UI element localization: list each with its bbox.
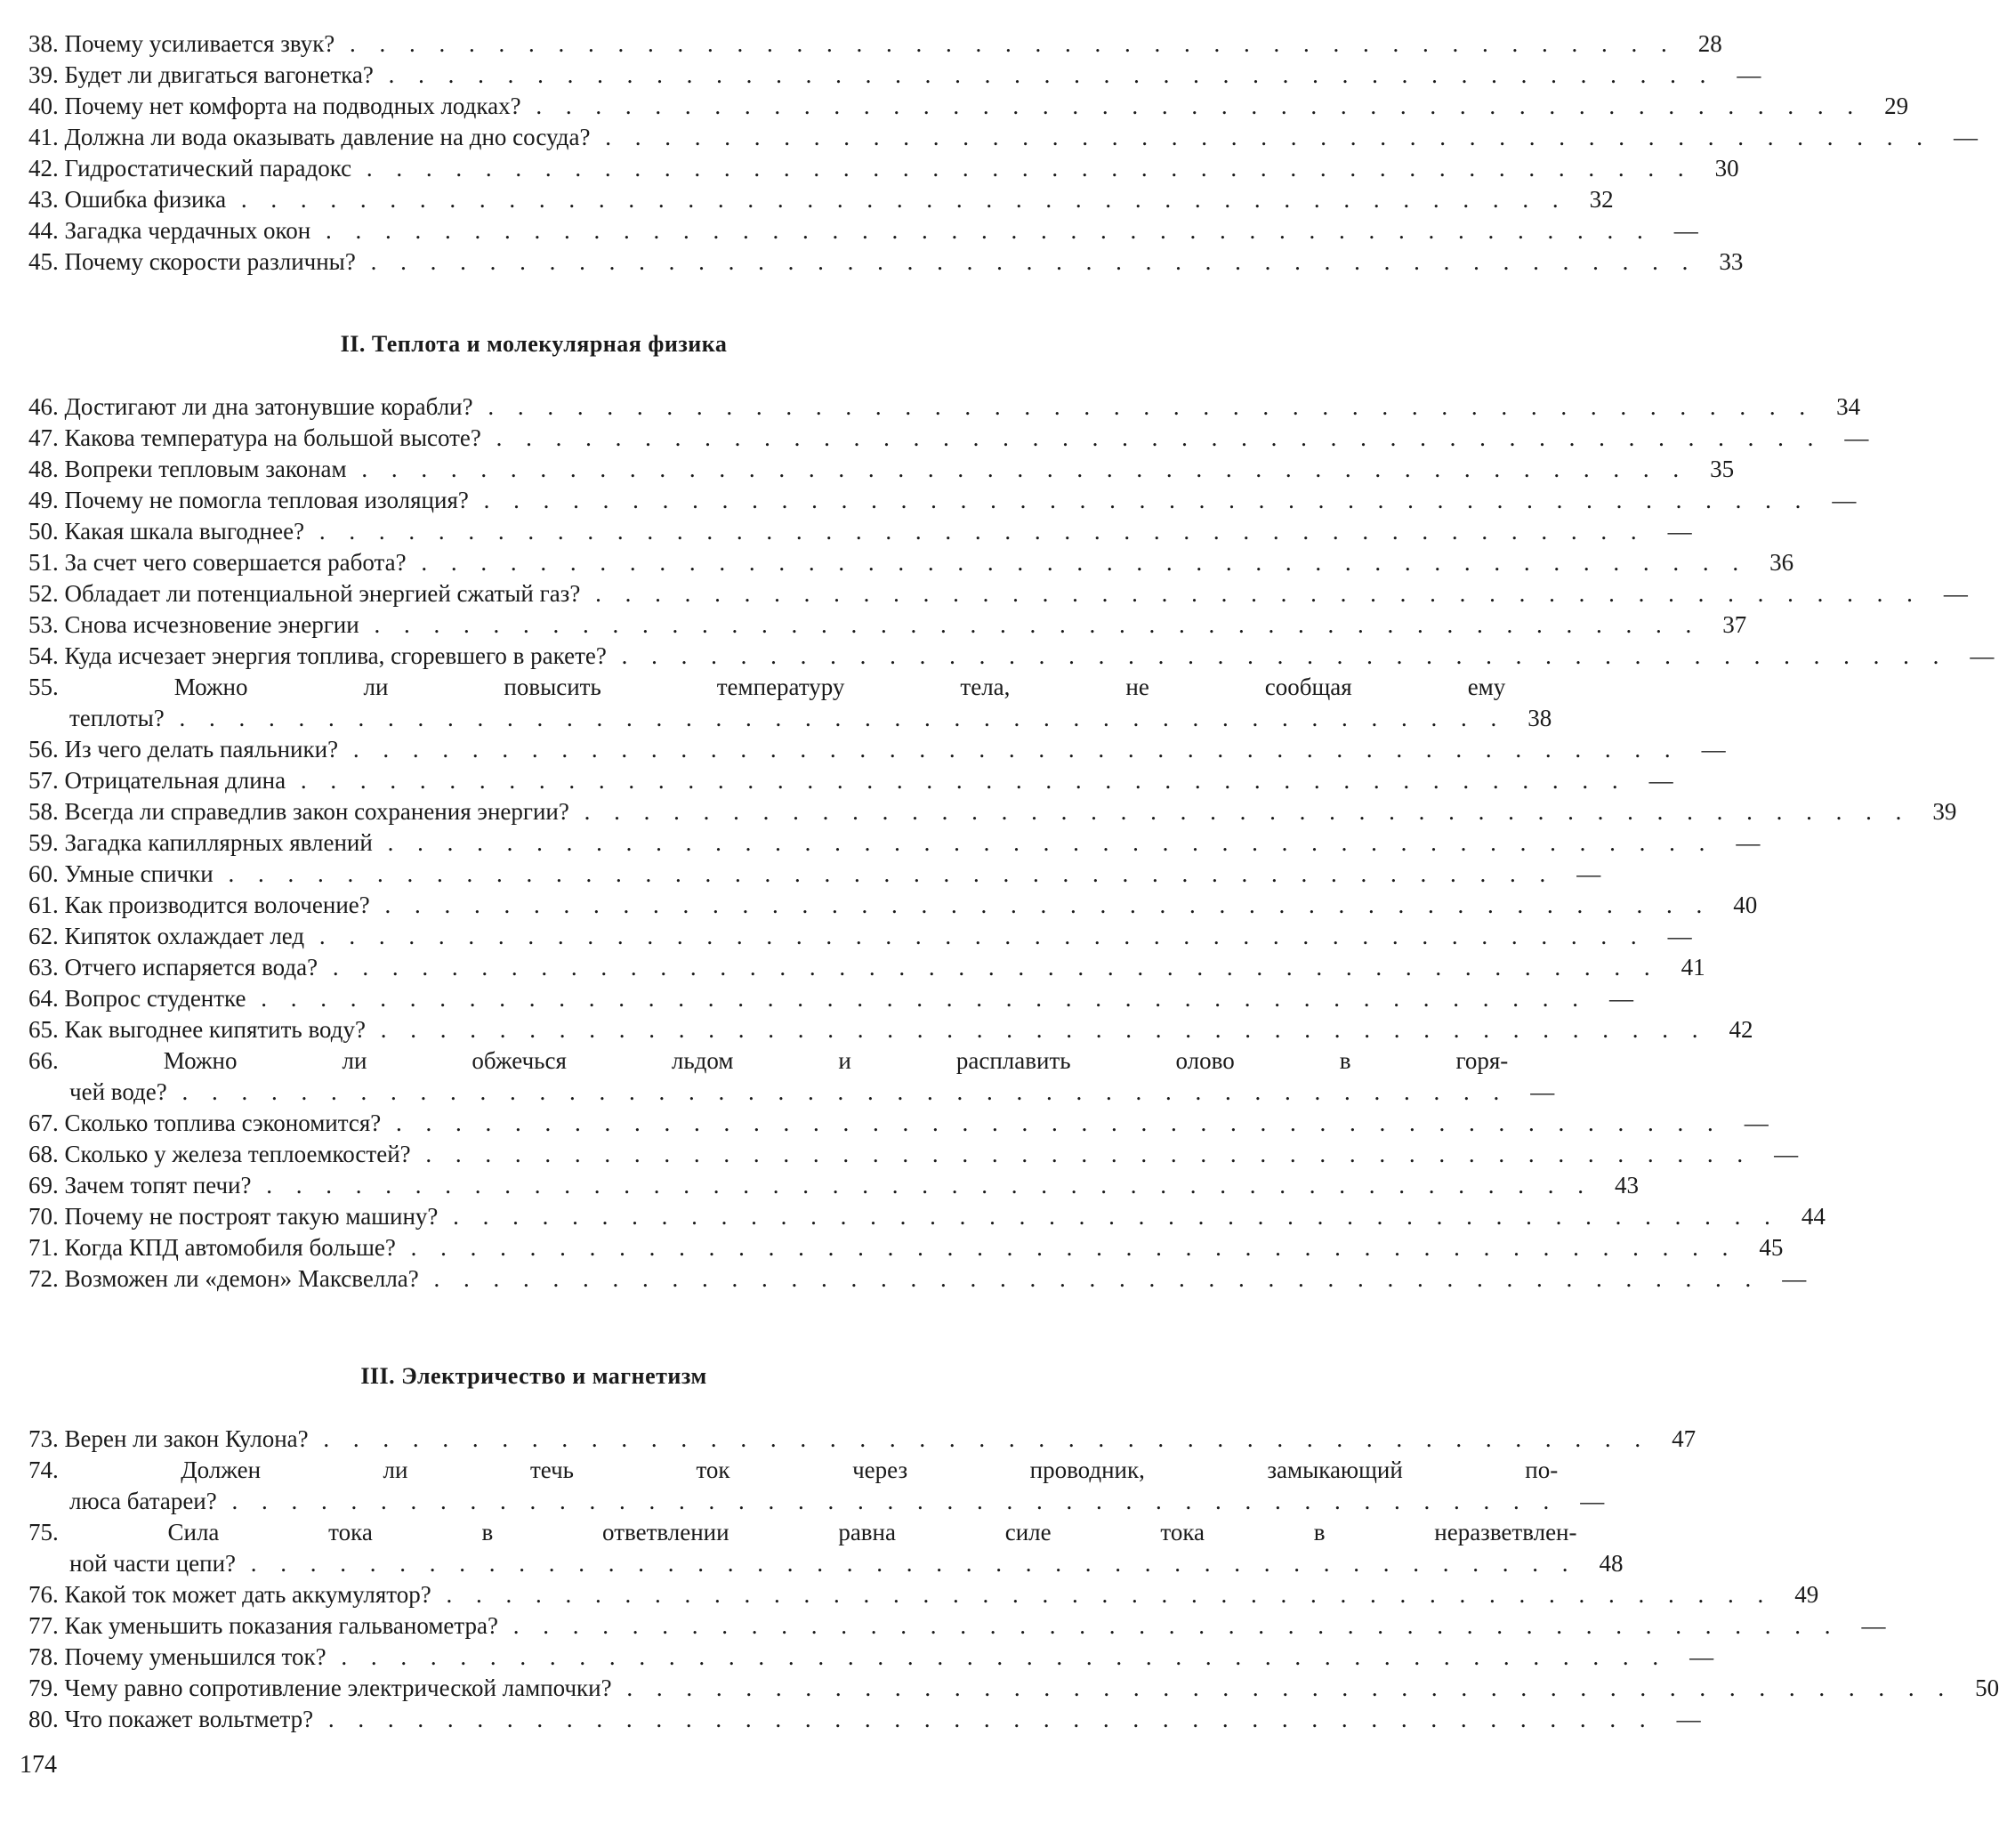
section-title-electricity: III. Электричество и магнетизм: [360, 1363, 707, 1389]
toc-entry-title: [28, 921, 1646, 952]
dot-leader: . . . . . . . . . . . . . . . . . . . . . . . . . . . . . . . . . . . . . . . . . . . . .: [346, 456, 1689, 482]
toc-entry-text: 51. За счет чего совершается работа?: [28, 549, 407, 576]
toc-entry-text: 47. Какова температура на большой высоте?: [28, 424, 481, 451]
toc-entry-page: 47: [1672, 1425, 1697, 1452]
toc-entry: [28, 641, 1995, 672]
toc-entry-page: —: [1744, 1110, 1769, 1136]
toc-entry-page: —: [1676, 1706, 1701, 1732]
toc-entry-page: 49: [1794, 1581, 1819, 1608]
toc-entry-page: 34: [1836, 393, 1861, 420]
toc-entry-title-line1: 75. Сила тока в ответвлении равна силе тока в неразветвлен-: [28, 1519, 1577, 1545]
toc-entry-page: 38: [1527, 705, 1552, 731]
toc-entry: [28, 215, 1698, 246]
toc-entry-title: [28, 91, 1862, 122]
toc-entry-text: 45. Почему скорости различны?: [28, 248, 356, 275]
toc-entry-text: 62. Кипяток охлаждает лед: [28, 923, 305, 949]
toc-entry-title: [28, 1014, 1706, 1045]
toc-entry-title: [28, 1642, 1667, 1673]
dot-leader: . . . . . . . . . . . . . . . . . . . . . . . . . . . . . . . . . . . . . . . . . . . . .: [365, 1016, 1707, 1043]
toc-entry-title: [28, 184, 1568, 215]
toc-entry-page: —: [1774, 1141, 1799, 1167]
toc-entry: [28, 1139, 1799, 1170]
toc-entry: [28, 547, 1794, 578]
toc-entry-text: 65. Как выгоднее кипятить воду?: [28, 1016, 366, 1043]
toc-entry: [28, 1642, 1714, 1673]
toc-entry-text: 48. Вопреки тепловым законам: [28, 456, 347, 482]
toc-entry-text: 72. Возможен ли «демон» Максвелла?: [28, 1265, 419, 1292]
toc-entry-title: [28, 28, 1676, 60]
toc-entry-text: 67. Сколько топлива сэкономится?: [28, 1110, 382, 1136]
toc-entry-title: [28, 391, 1814, 423]
dot-leader: . . . . . . . . . . . . . . . . . . . . . . . . . . . . . . . . . . . . . . . . . . . . .: [580, 580, 1922, 607]
toc-entry-page: —: [1737, 61, 1761, 88]
toc-entry-page: 39: [1932, 798, 1957, 825]
toc-entry-page: —: [1943, 580, 1968, 607]
toc-entry-title: [28, 1579, 1772, 1610]
toc-entry: [28, 391, 1861, 423]
dot-leader: . . . . . . . . . . . . . . . . . . . . . . . . . . . . . . . . . . . . . . . . . . . . .: [304, 923, 1646, 949]
toc-entry-page: 42: [1729, 1016, 1753, 1043]
dot-leader: . . . . . . . . . . . . . . . . . . . . . . . . . . . . . . . . . . . . . . . . . . . . .: [395, 1234, 1737, 1261]
toc-entry-text: 68. Сколько у железа теплоемкостей?: [28, 1141, 411, 1167]
dot-leader: . . . . . . . . . . . . . . . . . . . . . . . . . . . . . . . . . . . . . . . . . . . . .: [410, 1141, 1753, 1167]
toc-entry: [28, 454, 1735, 485]
toc-entry-page: —: [1861, 1612, 1886, 1639]
toc-entry: [28, 1108, 1769, 1139]
toc-entry-page: 29: [1884, 93, 1909, 119]
toc-entry-page: —: [1844, 424, 1869, 451]
toc-entry: [28, 827, 1761, 859]
dot-leader: . . . . . . . . . . . . . . . . . . . . . . . . . . . . . . . . . . . . . . . . . . . . .: [236, 1550, 1577, 1577]
toc-entry-page: —: [1832, 487, 1857, 513]
dot-leader: . . . . . . . . . . . . . . . . . . . . . . . . . . . . . . . . . . . . . . . . . . . . .: [568, 798, 1911, 825]
toc-entry-text: 60. Умные спички: [28, 860, 214, 887]
toc-entry: [28, 485, 1857, 516]
toc-entry-text: 41. Должна ли вода оказывать давление на дно сосуда?: [28, 124, 591, 150]
toc-entry-text: 73. Верен ли закон Кулона?: [28, 1425, 309, 1452]
dot-leader: . . . . . . . . . . . . . . . . . . . . . . . . . . . . . . . . . . . . . . . . . . . . .: [369, 892, 1712, 918]
toc-entry-page: —: [1782, 1265, 1807, 1292]
toc-entry-title: [28, 1201, 1779, 1232]
toc-entry-page: 33: [1719, 248, 1744, 275]
toc-entry: [28, 578, 1968, 609]
toc-entry-text: 40. Почему нет комфорта на подводных лодках?: [28, 93, 521, 119]
toc-entry-page: —: [1736, 829, 1761, 856]
toc-entry: [28, 1704, 1701, 1735]
toc-entry-title: [28, 890, 1711, 921]
dot-leader: . . . . . . . . . . . . . . . . . . . . . . . . . . . . . . . . . . . . . . . . . . . . .: [251, 1172, 1592, 1198]
toc-entry-title: [28, 547, 1747, 578]
toc-entry-page: 41: [1681, 954, 1705, 980]
toc-entry: [28, 184, 1614, 215]
dot-leader: . . . . . . . . . . . . . . . . . . . . . . . . . . . . . . . . . . . . . . . . . . . . .: [406, 549, 1748, 576]
toc-entry-text: 43. Ошибка физика: [28, 186, 227, 213]
toc-entry: [28, 1579, 1819, 1610]
toc-entry-title-line1: 66. Можно ли обжечься льдом и расплавить олово в горя-: [28, 1047, 1509, 1074]
dot-leader: . . . . . . . . . . . . . . . . . . . . . . . . . . . . . . . . . . . . . . . . . . . . .: [351, 155, 1693, 182]
toc-entry-title-line1: 74. Должен ли течь ток через проводник, замыкающий по-: [28, 1457, 1559, 1483]
toc-entry-text: 52. Обладает ли потенциальной энергией сжатый газ?: [28, 580, 581, 607]
toc-entry: [28, 796, 1957, 827]
toc-entry: [28, 1610, 1886, 1642]
dot-leader: . . . . . . . . . . . . . . . . . . . . . . . . . . . . . . . . . . . . . . . . . . . . .: [438, 1203, 1779, 1230]
dot-leader: . . . . . . . . . . . . . . . . . . . . . . . . . . . . . . . . . . . . . . . . . . . . .: [359, 611, 1701, 638]
dot-leader: . . . . . . . . . . . . . . . . . . . . . . . . . . . . . . . . . . . . . . . . . . . . .: [308, 1425, 1650, 1452]
toc-entry-text: 78. Почему уменьшился ток?: [28, 1643, 326, 1670]
toc-entry: [28, 60, 1761, 91]
toc-entry: [28, 890, 1758, 921]
toc-entry-title: [28, 485, 1810, 516]
dot-leader: . . . . . . . . . . . . . . . . . . . . . . . . . . . . . . . . . . . . . . . . . . . . .: [164, 705, 1506, 731]
toc-entry: [28, 153, 1739, 184]
toc-entry-title: [28, 1424, 1649, 1455]
toc-entry-page: —: [1701, 736, 1726, 763]
toc-entry-page: 48: [1599, 1550, 1624, 1577]
toc-entry-title: [28, 1170, 1592, 1201]
toc-entry-text: 50. Какая шкала выгоднее?: [28, 518, 305, 545]
toc-entry-page: 32: [1589, 186, 1614, 213]
toc-entry-title: [28, 859, 1554, 890]
toc-entry-text: 54. Куда исчезает энергия топлива, сгоревшего в ракете?: [28, 642, 607, 669]
toc-entry-text: 49. Почему не помогла тепловая изоляция?: [28, 487, 469, 513]
toc-entry: [28, 516, 1692, 547]
toc-entry-text: 56. Из чего делать паяльники?: [28, 736, 339, 763]
toc-entry: [28, 1673, 1999, 1704]
toc-entry-title-line2: люса батареи?: [69, 1488, 217, 1514]
toc-entry-text: 69. Зачем топят печи?: [28, 1172, 252, 1198]
dot-leader: . . . . . . . . . . . . . . . . . . . . . . . . . . . . . . . . . . . . . . . . . . . . .: [520, 93, 1863, 119]
toc-entry: [28, 734, 1726, 765]
dot-leader: . . . . . . . . . . . . . . . . . . . . . . . . . . . . . . . . . . . . . . . . . . . . .: [216, 1488, 1559, 1514]
toc-entry: [28, 1045, 1555, 1108]
dot-leader: . . . . . . . . . . . . . . . . . . . . . . . . . . . . . . . . . . . . . . . . . . . . .: [335, 30, 1676, 57]
dot-leader: . . . . . . . . . . . . . . . . . . . . . . . . . . . . . . . . . . . . . . . . . . . . .: [338, 736, 1680, 763]
toc-block-3: [28, 1424, 1999, 1735]
dot-leader: . . . . . . . . . . . . . . . . . . . . . . . . . . . . . . . . . . . . . . . . . . . . .: [304, 518, 1646, 545]
toc-entry-title: [28, 1139, 1752, 1170]
dot-leader: . . . . . . . . . . . . . . . . . . . . . . . . . . . . . . . . . . . . . . . . . . . . .: [246, 985, 1587, 1012]
toc-entry-page: —: [1970, 642, 1995, 669]
toc-entry: [28, 1170, 1639, 1201]
dot-leader: . . . . . . . . . . . . . . . . . . . . . . . . . . . . . . . . . . . . . . . . . . . . .: [431, 1581, 1773, 1608]
toc-entry-text: 57. Отрицательная длина: [28, 767, 286, 794]
dot-leader: . . . . . . . . . . . . . . . . . . . . . . . . . . . . . . . . . . . . . . . . . . . . .: [226, 186, 1568, 213]
dot-leader: . . . . . . . . . . . . . . . . . . . . . . . . . . . . . . . . . . . . . . . . . . . . .: [355, 248, 1697, 275]
toc-entry: [28, 609, 1747, 641]
dot-leader: . . . . . . . . . . . . . . . . . . . . . . . . . . . . . . . . . . . . . . . . . . . . .: [166, 1078, 1509, 1105]
toc-entry-title: [28, 1610, 1840, 1642]
toc-entry: [28, 1201, 1826, 1232]
toc-entry-text: 80. Что покажет вольтметр?: [28, 1706, 314, 1732]
toc-entry-text: 70. Почему не построят такую машину?: [28, 1203, 439, 1230]
toc-entry-title: [28, 641, 1947, 672]
dot-leader: . . . . . . . . . . . . . . . . . . . . . . . . . . . . . . . . . . . . . . . . . . . . .: [611, 1674, 1954, 1701]
toc-entry-text: 44. Загадка чердачных окон: [28, 217, 311, 244]
toc-entry-page: —: [1953, 124, 1978, 150]
toc-entry-text: 63. Отчего испаряется вода?: [28, 954, 318, 980]
toc-entry-title: [28, 122, 1931, 153]
toc-entry-page: 43: [1614, 1172, 1639, 1198]
toc-entry-title: [28, 1108, 1722, 1139]
toc-entry-page: —: [1667, 518, 1692, 545]
toc-entry-text: 79. Чему равно сопротивление электрической лампочки?: [28, 1674, 612, 1701]
toc-entry-page: —: [1609, 985, 1633, 1012]
toc-entry: [28, 952, 1705, 983]
toc-entry-title: [28, 246, 1697, 278]
toc-entry-title: [28, 1232, 1737, 1263]
toc-entry-title: [28, 1263, 1760, 1295]
toc-entry-title: [28, 1517, 1577, 1579]
dot-leader: . . . . . . . . . . . . . . . . . . . . . . . . . . . . . . . . . . . . . . . . . . . . .: [381, 1110, 1722, 1136]
toc-entry: [28, 765, 1673, 796]
toc-entry-page: 37: [1722, 611, 1747, 638]
toc-entry: [28, 1014, 1753, 1045]
toc-entry-text: 53. Снова исчезновение энергии: [28, 611, 359, 638]
toc-entry-page: —: [1580, 1488, 1605, 1514]
toc-entry-title: [28, 215, 1652, 246]
dot-leader: . . . . . . . . . . . . . . . . . . . . . . . . . . . . . . . . . . . . . . . . . . . . .: [373, 61, 1715, 88]
toc-entry-page: 50: [1975, 1674, 1999, 1701]
toc-entry-title: [28, 796, 1910, 827]
toc-entry: [28, 246, 1744, 278]
toc-entry-page: 30: [1714, 155, 1739, 182]
toc-entry-text: 61. Как производится волочение?: [28, 892, 370, 918]
section-title-heat: II. Теплота и молекулярная физика: [340, 331, 728, 357]
toc-entry: [28, 1232, 1784, 1263]
toc-entry-title-line1: 55. Можно ли повысить температуру тела, не сообщая ему: [28, 674, 1506, 700]
toc-entry: [28, 91, 1909, 122]
toc-entry-title: [28, 609, 1700, 641]
toc-entry-title: [28, 60, 1714, 91]
dot-leader: . . . . . . . . . . . . . . . . . . . . . . . . . . . . . . . . . . . . . . . . . . . . .: [310, 217, 1652, 244]
toc-block-1: [28, 28, 1978, 278]
dot-leader: . . . . . . . . . . . . . . . . . . . . . . . . . . . . . . . . . . . . . . . . . . . . .: [472, 393, 1815, 420]
toc-entry-text: 38. Почему усиливается звук?: [28, 30, 335, 57]
toc-entry: [28, 859, 1601, 890]
toc-entry-page: —: [1667, 923, 1692, 949]
dot-leader: . . . . . . . . . . . . . . . . . . . . . . . . . . . . . . . . . . . . . . . . . . . . .: [590, 124, 1931, 150]
toc-entry-page: 28: [1697, 30, 1722, 57]
toc-entry-title-line2: чей воде?: [69, 1078, 167, 1105]
toc-entry: [28, 1455, 1605, 1517]
toc-entry-page: —: [1530, 1078, 1555, 1105]
toc-entry-page: 40: [1733, 892, 1758, 918]
toc-entry-title: [28, 734, 1680, 765]
toc-entry-text: 39. Будет ли двигаться вагонетка?: [28, 61, 374, 88]
toc-entry-page: —: [1648, 767, 1673, 794]
toc-entry-title: [28, 516, 1646, 547]
toc-entry: [28, 1424, 1697, 1455]
page-number: 174: [20, 1751, 57, 1779]
toc-entry-title: [28, 578, 1922, 609]
toc-entry-title: [28, 1455, 1558, 1517]
dot-leader: . . . . . . . . . . . . . . . . . . . . . . . . . . . . . . . . . . . . . . . . . . . . .: [418, 1265, 1761, 1292]
toc-entry-title-line2: теплоты?: [69, 705, 165, 731]
toc-entry-page: —: [1689, 1643, 1714, 1670]
toc-entry-page: 45: [1759, 1234, 1784, 1261]
toc-entry-text: 59. Загадка капиллярных явлений: [28, 829, 373, 856]
dot-leader: . . . . . . . . . . . . . . . . . . . . . . . . . . . . . . . . . . . . . . . . . . . . .: [468, 487, 1810, 513]
toc-block-2: [28, 391, 1995, 1295]
toc-entry: [28, 122, 1978, 153]
toc-entry-text: 76. Какой ток может дать аккумулятор?: [28, 1581, 431, 1608]
toc-entry-title: [28, 827, 1713, 859]
dot-leader: . . . . . . . . . . . . . . . . . . . . . . . . . . . . . . . . . . . . . . . . . . . . .: [480, 424, 1823, 451]
toc-entry-title: [28, 1673, 1953, 1704]
toc-entry-title: [28, 423, 1822, 454]
toc-entry-page: 36: [1769, 549, 1794, 576]
toc-entry-title: [28, 952, 1659, 983]
toc-entry-page: 44: [1801, 1203, 1826, 1230]
toc-entry-title-line2: ной части цепи?: [69, 1550, 237, 1577]
toc-entry-title: [28, 454, 1688, 485]
dot-leader: . . . . . . . . . . . . . . . . . . . . . . . . . . . . . . . . . . . . . . . . . . . . .: [213, 860, 1555, 887]
dot-leader: . . . . . . . . . . . . . . . . . . . . . . . . . . . . . . . . . . . . . . . . . . . . .: [286, 767, 1627, 794]
dot-leader: . . . . . . . . . . . . . . . . . . . . . . . . . . . . . . . . . . . . . . . . . . . . .: [372, 829, 1714, 856]
toc-entry-text: 64. Вопрос студентке: [28, 985, 246, 1012]
toc-entry: [28, 672, 1552, 734]
toc-entry-page: —: [1576, 860, 1601, 887]
dot-leader: . . . . . . . . . . . . . . . . . . . . . . . . . . . . . . . . . . . . . . . . . . . . .: [326, 1643, 1668, 1670]
dot-leader: . . . . . . . . . . . . . . . . . . . . . . . . . . . . . . . . . . . . . . . . . . . . .: [318, 954, 1659, 980]
toc-entry-text: 77. Как уменьшить показания гальванометра?: [28, 1612, 499, 1639]
toc-entry: [28, 1263, 1807, 1295]
toc-entry: [28, 423, 1869, 454]
toc-entry: [28, 28, 1722, 60]
toc-entry: [28, 983, 1633, 1014]
toc-entry-title: [28, 765, 1627, 796]
dot-leader: . . . . . . . . . . . . . . . . . . . . . . . . . . . . . . . . . . . . . . . . . . . . .: [313, 1706, 1655, 1732]
toc-entry: [28, 1517, 1624, 1579]
toc-entry: [28, 921, 1692, 952]
dot-leader: . . . . . . . . . . . . . . . . . . . . . . . . . . . . . . . . . . . . . . . . . . . . .: [498, 1612, 1840, 1639]
dot-leader: . . . . . . . . . . . . . . . . . . . . . . . . . . . . . . . . . . . . . . . . . . . . .: [606, 642, 1948, 669]
toc-entry-text: 42. Гидростатический парадокс: [28, 155, 352, 182]
toc-entry-text: 58. Всегда ли справедлив закон сохранения энергии?: [28, 798, 569, 825]
toc-entry-page: —: [1673, 217, 1698, 244]
toc-entry-text: 46. Достигают ли дна затонувшие корабли?: [28, 393, 473, 420]
toc-entry-title: [28, 153, 1693, 184]
toc-entry-title: [28, 1704, 1655, 1735]
toc-entry-title: [28, 1045, 1508, 1108]
toc-entry-text: 71. Когда КПД автомобиля больше?: [28, 1234, 396, 1261]
toc-entry-page: 35: [1710, 456, 1735, 482]
toc-entry-title: [28, 672, 1505, 734]
toc-entry-title: [28, 983, 1587, 1014]
